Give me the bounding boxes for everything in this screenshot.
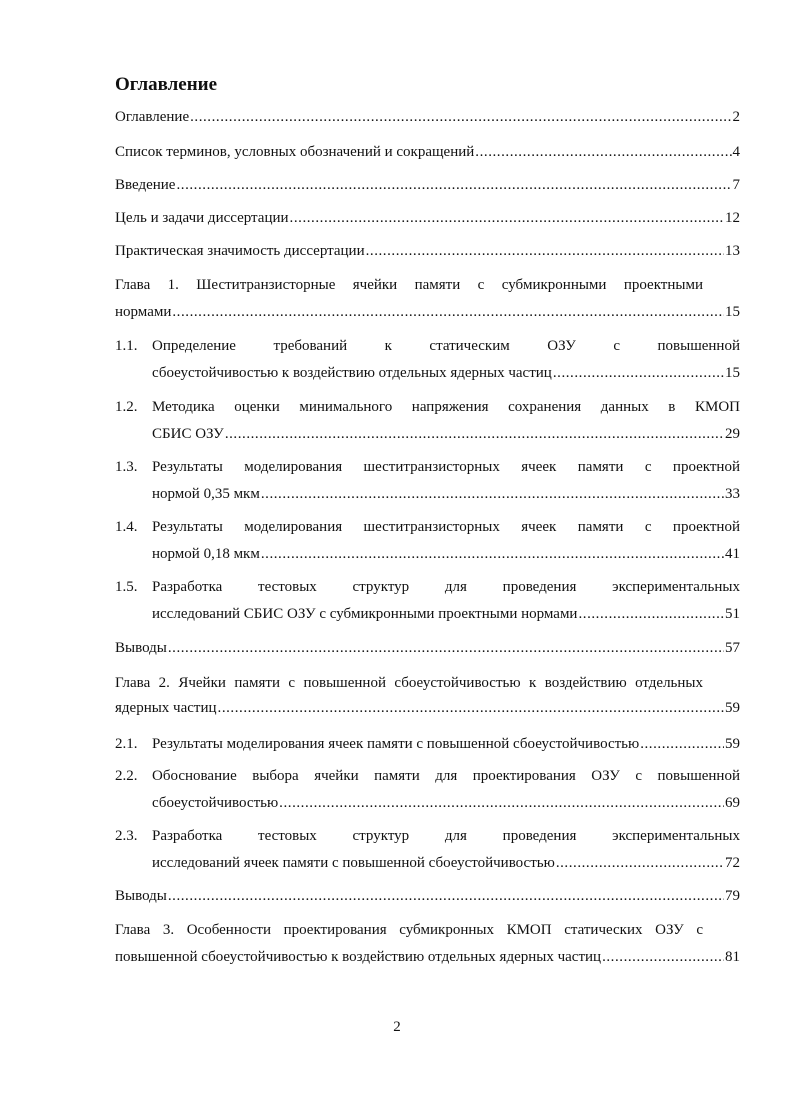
toc-entry-title: Цель и задачи диссертации [115, 210, 289, 226]
toc-entry-title-line1: Разработка тестовых структур для проведения экспериментальных [152, 828, 740, 844]
toc-entry [152, 793, 740, 813]
dot-leader [225, 424, 724, 444]
dot-leader [556, 853, 724, 873]
toc-entry [115, 947, 740, 967]
toc-entry-title-line2: нормами [115, 304, 172, 320]
page-number: 2 [393, 1019, 401, 1035]
toc-entry [115, 638, 740, 658]
toc-entry-page: 72 [725, 855, 740, 871]
dot-leader [218, 698, 724, 718]
dot-leader [290, 208, 724, 228]
toc-entry-title-line2: СБИС ОЗУ [152, 426, 224, 442]
toc-entry-title-line2: нормой 0,18 мкм [152, 546, 260, 562]
page-title: Оглавление [115, 74, 218, 95]
toc-entry-page: 2 [732, 109, 740, 125]
toc-entry-title-line1: Глава 1. Шеститранзисторные ячейки памяти с субмикронными проектными [115, 277, 703, 293]
toc-entry-page: 15 [725, 304, 740, 320]
toc-entry-title: Практическая значимость диссертации [115, 243, 365, 259]
toc-entry-title: Оглавление [115, 109, 190, 125]
toc-entry-page: 57 [725, 640, 740, 656]
toc-entry-page: 81 [725, 949, 740, 965]
toc-entry-number: 1.5. [115, 579, 138, 595]
toc-entry-title-line2: исследований ячеек памяти с повышенной сбоеустойчивостью [152, 855, 555, 871]
dot-leader [553, 363, 724, 383]
toc-entry-title: Введение [115, 177, 176, 193]
toc-entry-number: 2.3. [115, 828, 138, 844]
toc-entry-number: 1.2. [115, 399, 138, 415]
dot-leader [172, 302, 724, 322]
toc-entry-number: 1.1. [115, 338, 138, 354]
toc-entry [152, 544, 740, 564]
toc-entry-page: 13 [725, 243, 740, 259]
toc-entry-title-line2: сбоеустойчивостью к воздействию отдельных ядерных частиц [152, 365, 552, 381]
toc-entry [152, 734, 740, 754]
toc-entry-title-line2: ядерных частиц [115, 700, 217, 716]
dot-leader [168, 638, 724, 658]
toc-entry-page: 12 [725, 210, 740, 226]
toc-entry-page: 59 [725, 700, 740, 716]
toc-entry [115, 142, 740, 162]
toc-entry-number: 1.3. [115, 459, 138, 475]
toc-entry [115, 302, 740, 322]
toc-entry-page: 15 [725, 365, 740, 381]
toc-entry [152, 484, 740, 504]
toc-entry [115, 698, 740, 718]
toc-entry-number: 1.4. [115, 519, 138, 535]
toc-entry-page: 79 [725, 888, 740, 904]
toc-entry-page: 4 [732, 144, 740, 160]
toc-entry [152, 363, 740, 383]
toc-entry-page: 33 [725, 486, 740, 502]
toc-entry-number: 2.2. [115, 768, 138, 784]
toc-entry [115, 241, 740, 261]
toc-entry-title: Выводы [115, 888, 167, 904]
dot-leader [640, 734, 724, 754]
toc-entry [115, 107, 740, 127]
toc-entry-title-line2: исследований СБИС ОЗУ с субмикронными проектными нормами [152, 606, 578, 622]
toc-entry-page: 59 [725, 736, 740, 752]
dot-leader [602, 947, 724, 967]
toc-entry-title-line1: Результаты моделирования шеститранзисторных ячеек памяти с проектной [152, 519, 740, 535]
dot-leader [261, 484, 724, 504]
toc-entry-title: Список терминов, условных обозначений и сокращений [115, 144, 475, 160]
toc-entry-title: Выводы [115, 640, 167, 656]
toc-entry-title-line2: нормой 0,35 мкм [152, 486, 260, 502]
toc-entry-title-line1: Обоснование выбора ячейки памяти для проектирования ОЗУ с повышенной [152, 768, 740, 784]
toc-entry-title-line1: Методика оценки минимального напряжения сохранения данных в КМОП [152, 399, 740, 415]
toc-entry-title-line1: Результаты моделирования шеститранзисторных ячеек памяти с проектной [152, 459, 740, 475]
toc-entry-page: 69 [725, 795, 740, 811]
dot-leader [578, 604, 724, 624]
dot-leader [279, 793, 724, 813]
dot-leader [190, 107, 731, 127]
dot-leader [366, 241, 724, 261]
toc-entry [115, 175, 740, 195]
dot-leader [261, 544, 724, 564]
toc-entry-title-line1: Разработка тестовых структур для проведения экспериментальных [152, 579, 740, 595]
toc-entry [152, 604, 740, 624]
toc-entry-number: 2.1. [115, 736, 138, 752]
dot-leader [176, 175, 731, 195]
toc-entry-page: 51 [725, 606, 740, 622]
toc-entry-page: 7 [732, 177, 740, 193]
toc-entry-page: 29 [725, 426, 740, 442]
toc-entry [152, 853, 740, 873]
toc-entry [152, 424, 740, 444]
toc-entry-title-line2: сбоеустойчивостью [152, 795, 279, 811]
toc-entry [115, 886, 740, 906]
toc-entry-title-line1: Глава 3. Особенности проектирования субмикронных КМОП статических ОЗУ с [115, 922, 703, 938]
toc-entry-title-line1: Глава 2. Ячейки памяти с повышенной сбоеустойчивостью к воздействию отдельных [115, 675, 703, 691]
dot-leader [475, 142, 731, 162]
toc-entry-title-line1: Определение требований к статическим ОЗУ с повышенной [152, 338, 740, 354]
toc-entry [115, 208, 740, 228]
toc-entry-title-line2: повышенной сбоеустойчивостью к воздействию отдельных ядерных частиц [115, 949, 602, 965]
toc-entry-title: Результаты моделирования ячеек памяти с повышенной сбоеустойчивостью [152, 736, 640, 752]
dot-leader [168, 886, 724, 906]
toc-entry-page: 41 [725, 546, 740, 562]
